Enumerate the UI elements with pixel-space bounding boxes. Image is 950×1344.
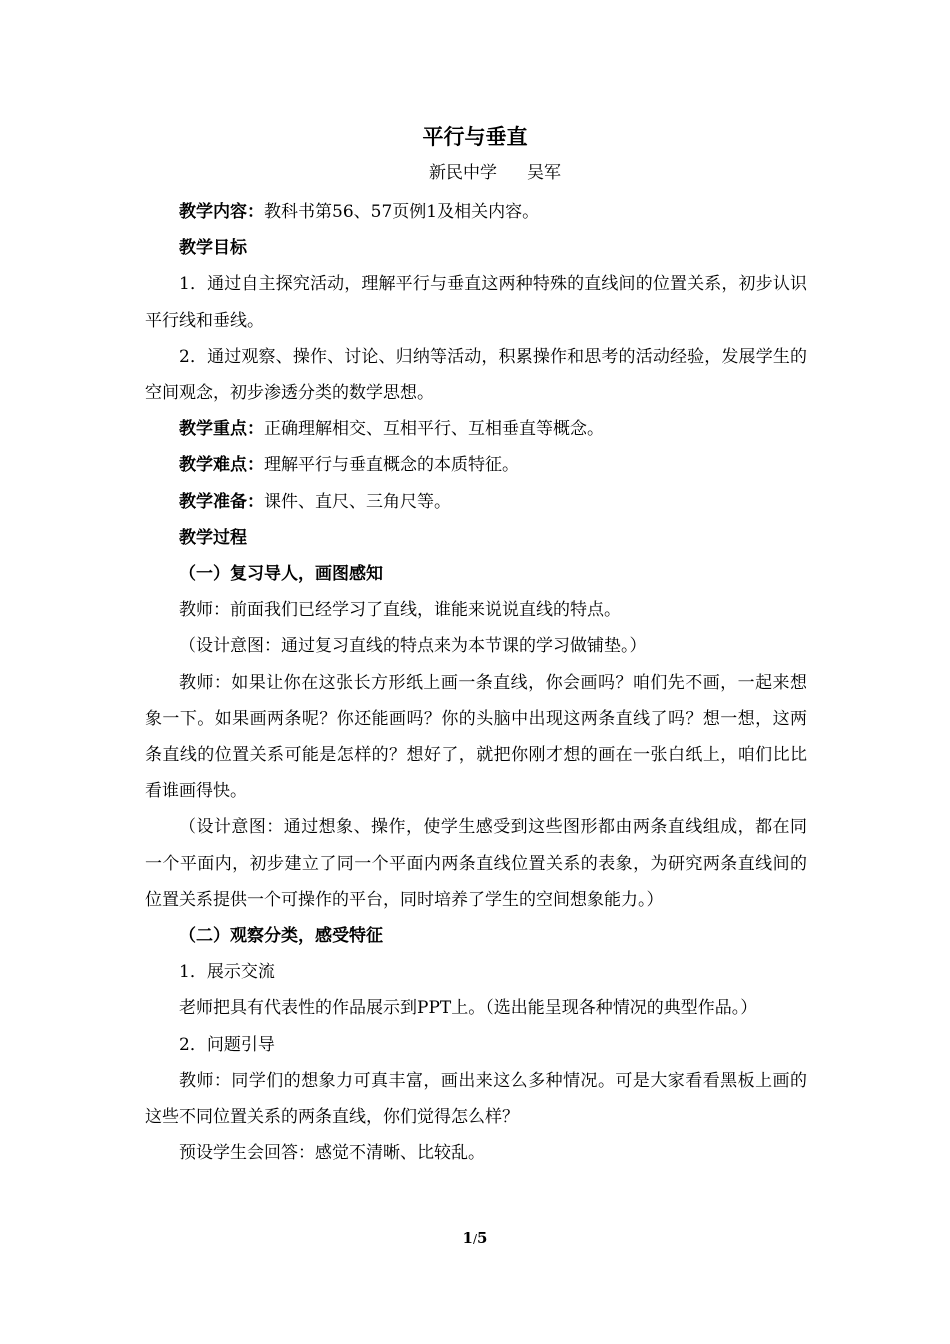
difficulty	[145, 447, 807, 483]
goal-2: 2．通过观察、操作、讨论、归纳等活动，积累操作和思考的活动经验，发展学生的空间观念，初步渗透分类的数学思想。	[145, 346, 807, 404]
paragraph: 预设学生会回答：感觉不清晰、比较乱。	[179, 1143, 485, 1164]
section-2-heading: （二）观察分类，感受特征	[179, 926, 383, 947]
author-name: 吴军	[527, 163, 561, 183]
key-point-label: 教学重点：	[179, 419, 264, 440]
list-item: 1．展示交流	[179, 962, 275, 983]
key-point	[145, 411, 807, 447]
paragraph: 老师把具有代表性的作品展示到PPT上。（选出能呈现各种情况的典型作品。）	[179, 998, 758, 1019]
difficulty-text: 理解平行与垂直概念的本质特征。	[264, 455, 519, 476]
difficulty-label: 教学难点：	[179, 455, 264, 476]
document-body	[145, 194, 807, 1171]
page-number	[0, 1226, 950, 1251]
document-title: 平行与垂直	[422, 124, 528, 149]
preparation-text: 课件、直尺、三角尺等。	[264, 491, 451, 512]
school-name: 新民中学	[429, 163, 497, 183]
paragraph: 教师：如果让你在这张长方形纸上画一条直线，你会画吗？咱们先不画，一起来想象一下。如果画两条呢？你还能画吗？你的头脑中出现这两条直线了吗？想一想，这两条直线的位置关系可能是怎样的？想好了，就把你刚才想的画在一张白纸上，咱们比比看谁画得快。	[145, 672, 807, 802]
process-heading: 教学过程	[179, 527, 247, 548]
paragraph: 教师：同学们的想象力可真丰富，画出来这么多种情况。可是大家看看黑板上画的这些不同位置关系的两条直线，你们觉得怎么样？	[145, 1070, 807, 1128]
teaching-content-label: 教学内容：	[179, 202, 264, 222]
key-point-text: 正确理解相交、互相平行、互相垂直等概念。	[264, 419, 604, 440]
list-item: 2．问题引导	[179, 1034, 275, 1055]
teaching-content	[145, 194, 807, 230]
paragraph: （设计意图：通过想象、操作，使学生感受到这些图形都由两条直线组成，都在同一个平面内，初步建立了同一个平面内两条直线位置关系的表象，为研究两条直线间的位置关系提供一个可操作的平台，同时培养了学生的空间想象能力。）	[145, 817, 807, 910]
author-line	[0, 158, 950, 188]
paragraph: 教师：前面我们已经学习了直线，谁能来说说直线的特点。	[179, 600, 621, 621]
goal-1: 1．通过自主探究活动，理解平行与垂直这两种特殊的直线间的位置关系，初步认识平行线和垂线。	[145, 274, 807, 331]
preparation	[145, 484, 807, 520]
total-pages: 5	[477, 1229, 488, 1247]
paragraph: （设计意图：通过复习直线的特点来为本节课的学习做铺垫。）	[179, 636, 647, 657]
current-page: 1	[462, 1229, 473, 1247]
page-separator: /	[472, 1232, 478, 1246]
teaching-content-text: 教科书第56、57页例1及相关内容。	[264, 202, 540, 222]
preparation-label: 教学准备：	[179, 491, 264, 512]
goals-heading: 教学目标	[179, 238, 247, 259]
section-1-heading: （一）复习导人，画图感知	[179, 564, 383, 585]
